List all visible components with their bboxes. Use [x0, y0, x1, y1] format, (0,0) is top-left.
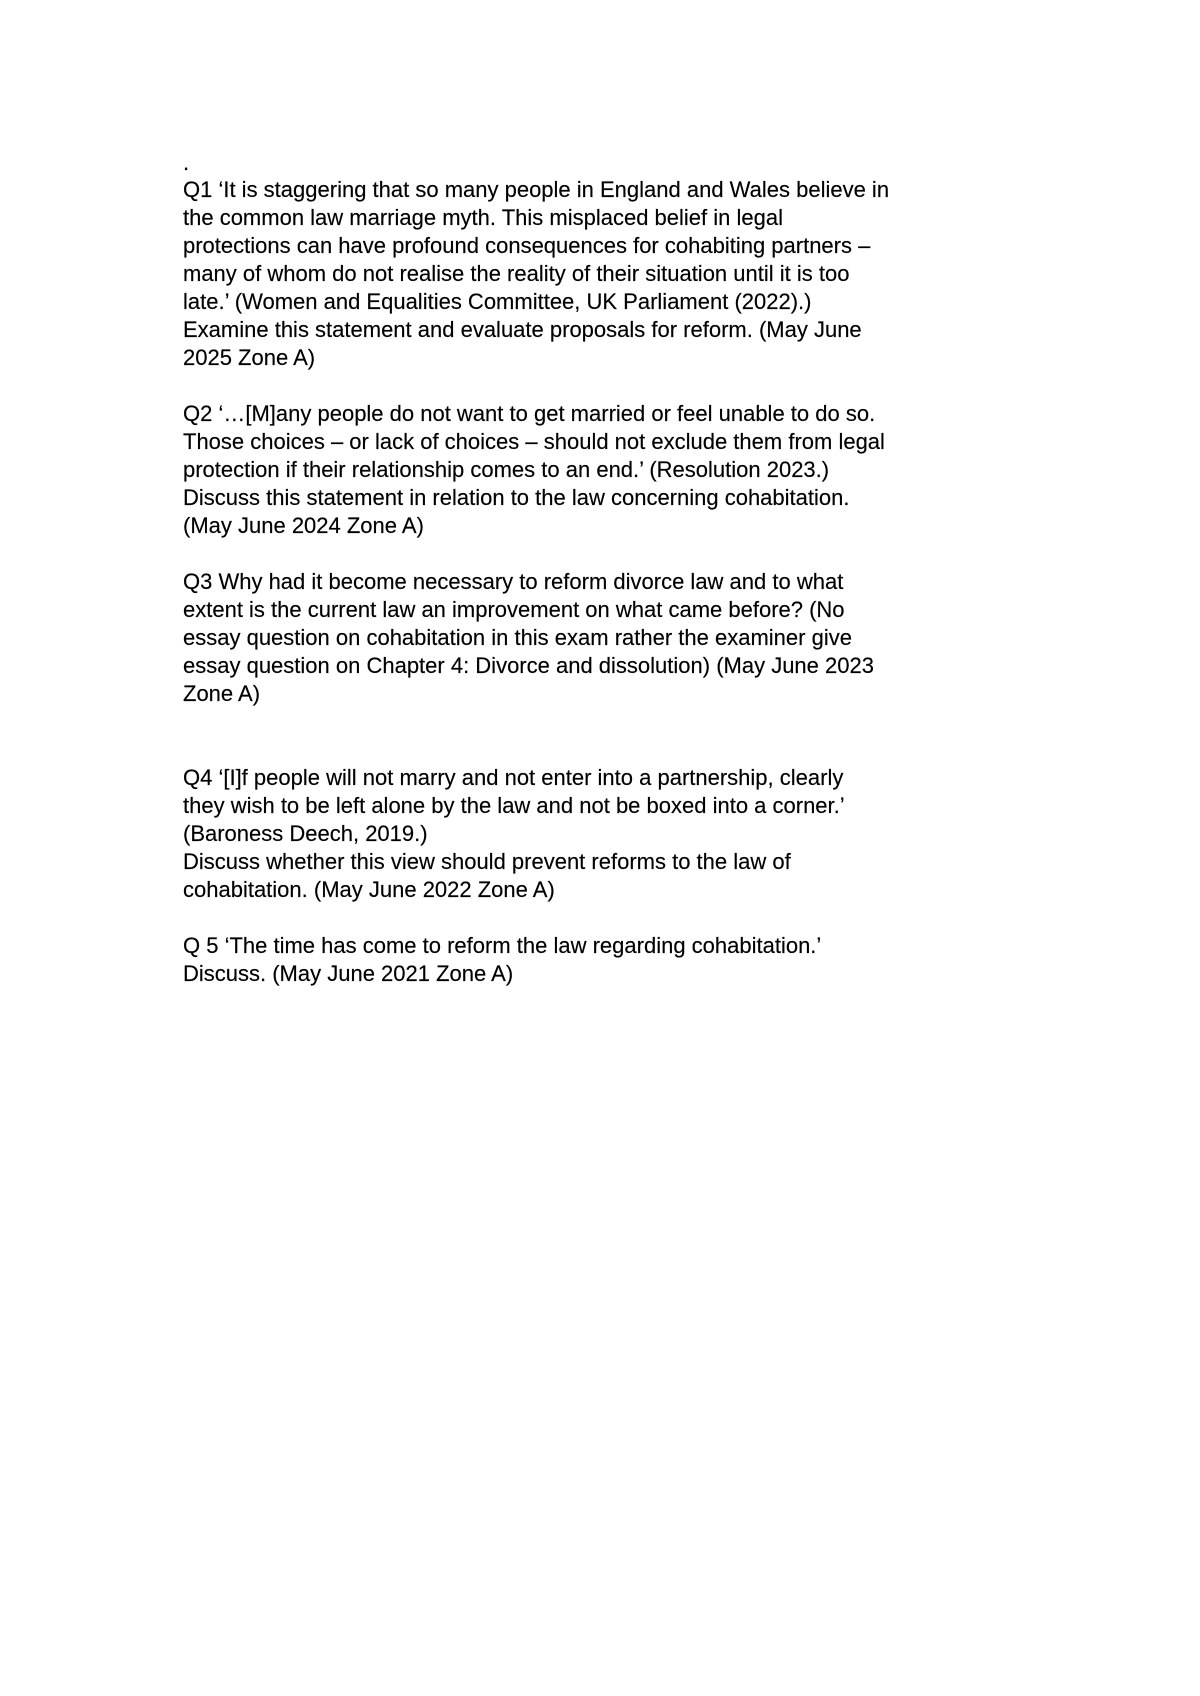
- question-3: [183, 568, 1043, 708]
- question-line: (May June 2024 Zone A): [183, 513, 424, 538]
- question-line: late.’ (Women and Equalities Committee, UK Parliament (2022).): [183, 289, 812, 314]
- question-line: Examine this statement and evaluate proposals for reform. (May June: [183, 317, 862, 342]
- question-line: Q1 ‘It is staggering that so many people in England and Wales believe in: [183, 177, 890, 202]
- question-line: the common law marriage myth. This misplaced belief in legal: [183, 205, 783, 230]
- paragraph-spacer: [183, 540, 1043, 568]
- question-line: Discuss whether this view should prevent reforms to the law of: [183, 849, 791, 874]
- document-body: [183, 150, 1043, 988]
- question-line: Discuss this statement in relation to the law concerning cohabitation.: [183, 485, 850, 510]
- question-line: Q2 ‘…[M]any people do not want to get married or feel unable to do so.: [183, 401, 876, 426]
- paragraph-spacer: [183, 708, 1043, 764]
- question-line: Discuss. (May June 2021 Zone A): [183, 961, 514, 986]
- paragraph-spacer: [183, 372, 1043, 400]
- question-line: Q4 ‘[I]f people will not marry and not enter into a partnership, clearly: [183, 765, 844, 790]
- question-line: Q 5 ‘The time has come to reform the law regarding cohabitation.’: [183, 933, 822, 958]
- question-line: many of whom do not realise the reality of their situation until it is too: [183, 261, 850, 286]
- leading-mark: .: [183, 150, 190, 175]
- question-line: essay question on cohabitation in this exam rather the examiner give: [183, 625, 852, 650]
- question-line: cohabitation. (May June 2022 Zone A): [183, 877, 555, 902]
- question-line: they wish to be left alone by the law and not be boxed into a corner.’: [183, 793, 845, 818]
- question-line: protections can have profound consequences for cohabiting partners –: [183, 233, 871, 258]
- question-2: [183, 400, 1043, 540]
- paragraph-spacer: [183, 904, 1043, 932]
- question-line: essay question on Chapter 4: Divorce and dissolution) (May June 2023: [183, 653, 874, 678]
- question-line: Those choices – or lack of choices – should not exclude them from legal: [183, 429, 885, 454]
- question-4: [183, 764, 1043, 904]
- question-line: Q3 Why had it become necessary to reform divorce law and to what: [183, 569, 844, 594]
- question-line: protection if their relationship comes to an end.’ (Resolution 2023.): [183, 457, 830, 482]
- question-1: [183, 176, 1043, 372]
- question-line: (Baroness Deech, 2019.): [183, 821, 428, 846]
- question-line: extent is the current law an improvement on what came before? (No: [183, 597, 845, 622]
- question-line: Zone A): [183, 681, 261, 706]
- question-5: [183, 932, 1043, 988]
- question-line: 2025 Zone A): [183, 345, 316, 370]
